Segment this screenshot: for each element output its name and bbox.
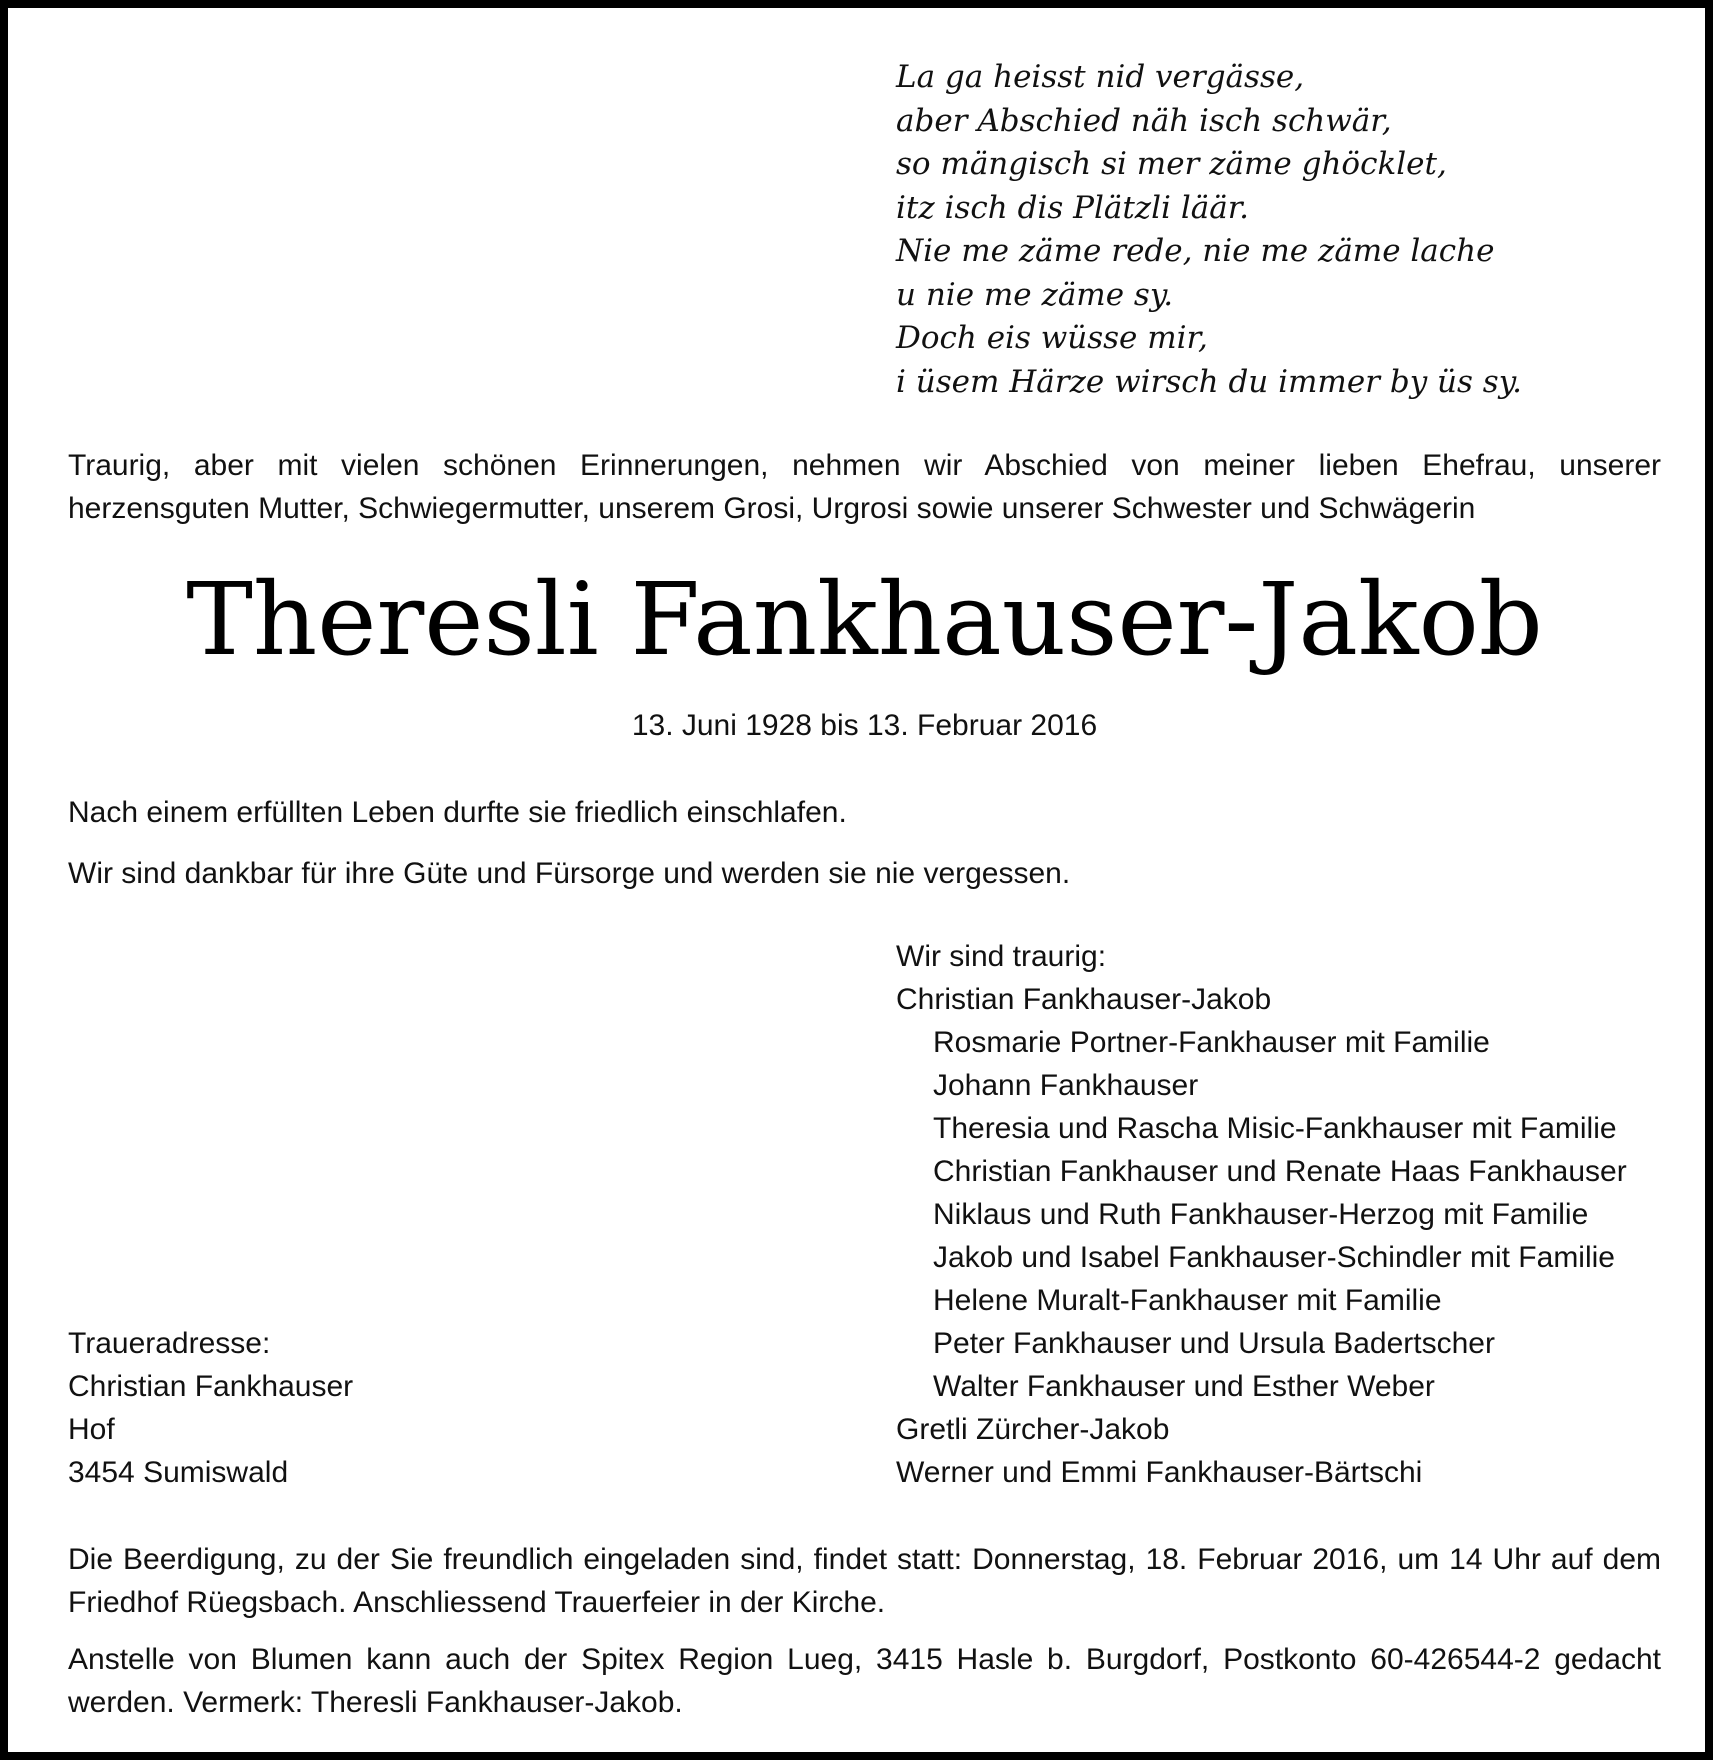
- address-city: 3454 Sumiswald: [68, 1456, 289, 1489]
- closing-text: [68, 1538, 1661, 1738]
- mourner-spouse: Christian Fankhauser-Jakob: [896, 983, 1272, 1016]
- lead-text: [68, 792, 1168, 914]
- mourner-child: Walter Fankhauser und Esther Weber: [933, 1370, 1435, 1403]
- lead-line: Wir sind dankbar für ihre Güte und Fürsorge und werden sie nie vergessen.: [68, 857, 1071, 890]
- poem-line: Doch eis wüsse mir,: [896, 320, 1208, 356]
- poem-line: itz isch dis Plätzli läär.: [896, 189, 1249, 226]
- poem-line: i üsem Härze wirsch du immer by üs sy.: [896, 363, 1522, 400]
- mourner-child: Helene Muralt-Fankhauser mit Familie: [933, 1284, 1442, 1317]
- mourner-child: Jakob und Isabel Fankhauser-Schindler mit Familie: [933, 1241, 1615, 1274]
- intro-text: [68, 444, 1661, 530]
- intro-line: Traurig, aber mit vielen schönen Erinnerungen, nehmen wir Abschied von meiner lieben Ehefrau, unserer: [68, 449, 1661, 482]
- mourning-address: [68, 1322, 353, 1494]
- mourner-child: Niklaus und Ruth Fankhauser-Herzog mit Familie: [933, 1198, 1589, 1231]
- poem-line: Nie me zäme rede, nie me zäme lache: [896, 233, 1495, 269]
- lead-line: Nach einem erfüllten Leben durfte sie friedlich einschlafen.: [68, 796, 847, 829]
- poem: [896, 56, 1522, 404]
- poem-line: u nie me zäme sy.: [896, 276, 1174, 313]
- address-name: Christian Fankhauser: [68, 1370, 354, 1403]
- mourners-heading: Wir sind traurig:: [896, 940, 1107, 973]
- mourner-sibling: Gretli Zürcher-Jakob: [896, 1413, 1170, 1446]
- donation-info: Anstelle von Blumen kann auch der Spitex Region Lueg, 3415 Hasle b. Burgdorf, Postkonto 60-426544-2 gedacht werden. Vermerk: Theresli Fankhauser-Jakob.: [68, 1643, 1661, 1719]
- mourner-sibling: Werner und Emmi Fankhauser-Bärtschi: [896, 1456, 1423, 1489]
- mourners-list: [896, 935, 1627, 1494]
- mourner-child: Theresia und Rascha Misic-Fankhauser mit Familie: [933, 1112, 1617, 1145]
- intro-line: herzensguten Mutter, Schwiegermutter, unserem Grosi, Urgrosi sowie unserer Schwester und Schwägerin: [68, 492, 1476, 525]
- mourner-child: Rosmarie Portner-Fankhauser mit Familie: [933, 1026, 1490, 1059]
- address-heading: Traueradresse:: [68, 1327, 271, 1360]
- mourner-child: Johann Fankhauser: [933, 1069, 1199, 1102]
- funeral-info: Die Beerdigung, zu der Sie freundlich eingeladen sind, findet statt: Donnerstag, 18. Februar 2016, um 14 Uhr auf dem Friedhof Rüegsbach. Anschliessend Trauerfeier in der Kirche.: [68, 1543, 1661, 1619]
- address-place: Hof: [68, 1413, 115, 1446]
- poem-line: so mängisch si mer zäme ghöcklet,: [896, 146, 1447, 182]
- poem-line: La ga heisst nid vergässe,: [896, 59, 1305, 95]
- mourner-child: Peter Fankhauser und Ursula Badertscher: [933, 1327, 1495, 1360]
- life-dates: 13. Juni 1928 bis 13. Februar 2016: [631, 709, 1098, 742]
- deceased-name: Theresli Fankhauser-Jakob: [186, 561, 1543, 678]
- mourner-child: Christian Fankhauser und Renate Haas Fankhauser: [933, 1155, 1627, 1188]
- poem-line: aber Abschied näh isch schwär,: [896, 102, 1392, 139]
